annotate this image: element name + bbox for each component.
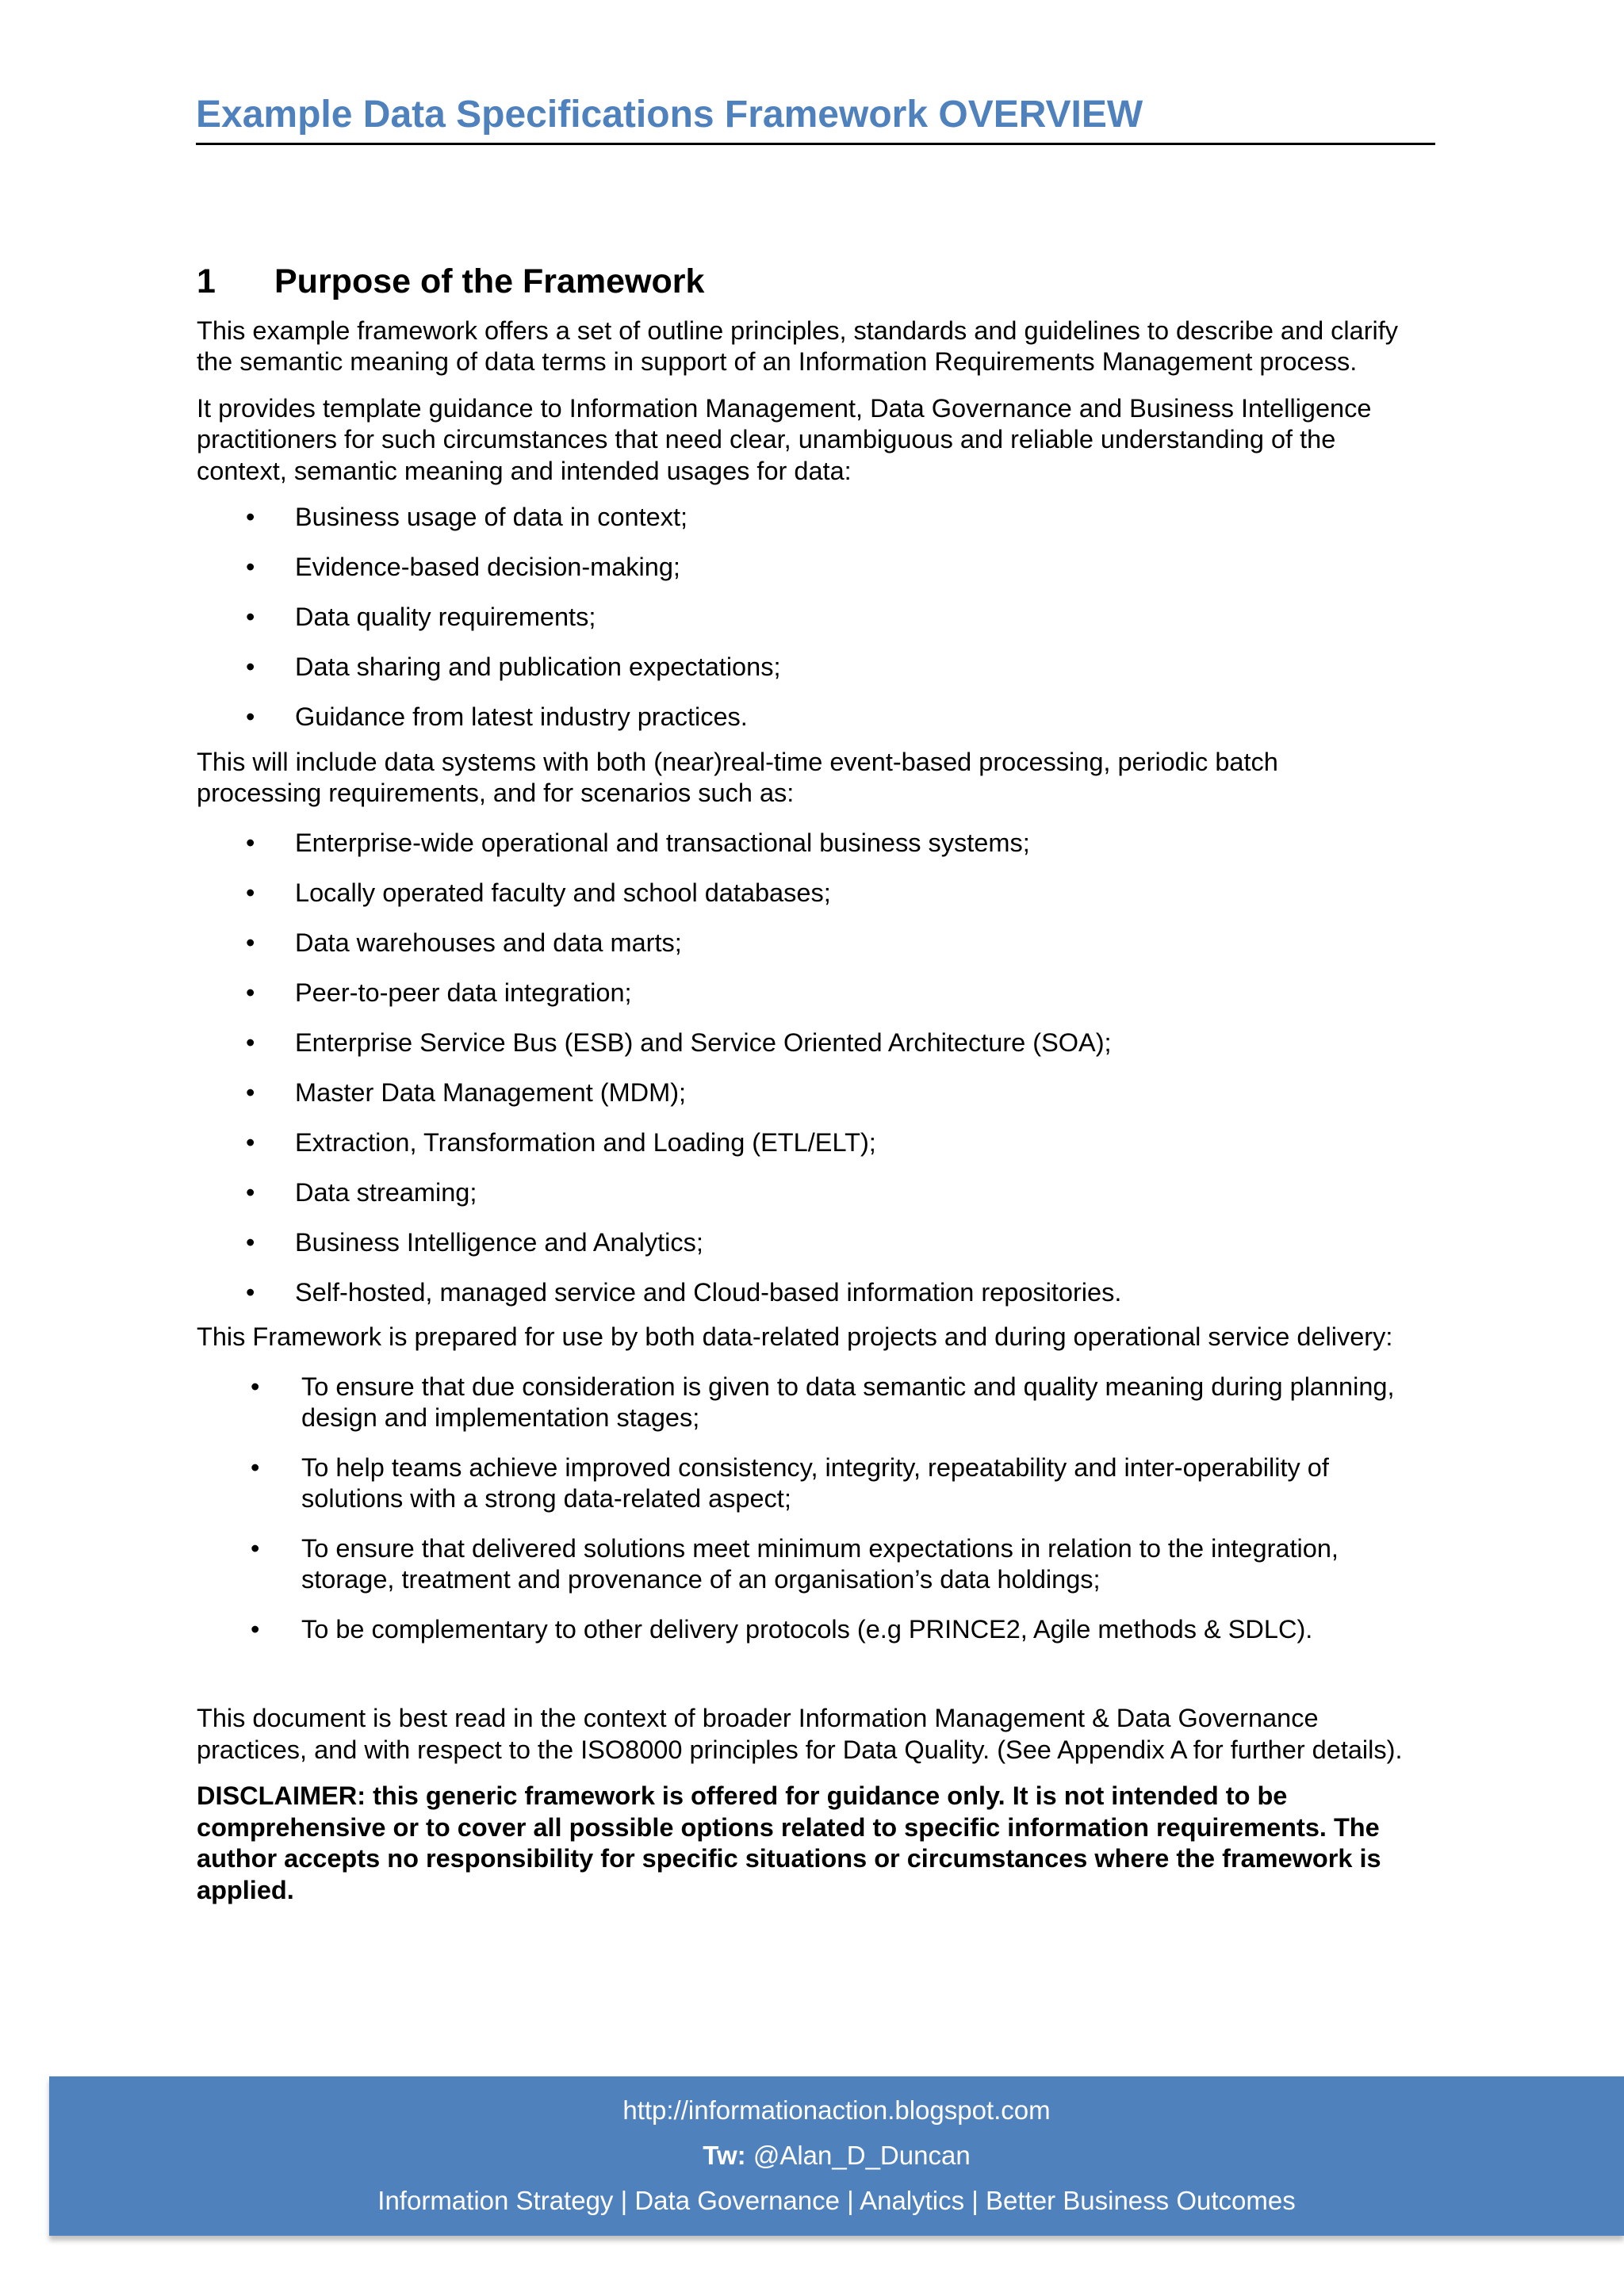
list-item-text: Evidence-based decision-making; — [295, 553, 680, 582]
footer-url-line — [49, 2095, 1624, 2126]
list-item — [197, 1277, 1410, 1309]
list-item-text: Peer-to-peer data integration; — [295, 978, 632, 1007]
list-item — [197, 1227, 1410, 1259]
bullet-icon: • — [246, 1177, 255, 1207]
context-paragraph: This document is best read in the context of broader Information Management & Data Governance practices, and with respect to the ISO8000 principles for Data Quality. (See Appendix A for further details). — [197, 1704, 1403, 1764]
blog-link[interactable]: http://informationaction.blogspot.com — [622, 2095, 1051, 2125]
list-item — [197, 1027, 1410, 1059]
list-item — [197, 878, 1410, 909]
usage-paragraph: This Framework is prepared for use by both data-related projects and during operational service delivery: — [197, 1322, 1393, 1352]
list-item-text: To ensure that due consideration is given to data semantic and quality meaning during planning, design and implementation stages; — [301, 1372, 1395, 1433]
list-item — [197, 552, 1410, 584]
bullet-icon: • — [246, 1277, 255, 1307]
list-item — [197, 702, 1410, 733]
bullet-icon: • — [246, 878, 255, 907]
list-item-text: Self-hosted, managed service and Cloud-based information repositories. — [295, 1277, 1122, 1307]
disclaimer-paragraph: DISCLAIMER: this generic framework is offered for guidance only. It is not intended to be comprehensive or to cover all possible options related to specific information requirements. The author accepts no responsibility for specific situations or circumstances where the framework is applied. — [197, 1781, 1381, 1904]
list-item — [197, 602, 1410, 633]
bullet-icon: • — [251, 1614, 260, 1644]
bullet-icon: • — [246, 1027, 255, 1057]
bullet-icon: • — [251, 1372, 260, 1401]
bullet-icon: • — [246, 702, 255, 732]
list-item-text: Extraction, Transformation and Loading (ETL/ELT); — [295, 1127, 876, 1157]
list-item-text: To ensure that delivered solutions meet minimum expectations in relation to the integration, storage, treatment and provenance of an organisation’s data holdings; — [301, 1533, 1339, 1594]
list-item-text: Data warehouses and data marts; — [295, 928, 682, 957]
bullet-icon: • — [246, 928, 255, 957]
list-item-text: Enterprise-wide operational and transactional business systems; — [295, 828, 1030, 857]
list-item — [197, 1533, 1410, 1596]
bullet-icon: • — [246, 652, 255, 682]
list-item-text: Master Data Management (MDM); — [295, 1077, 687, 1107]
bullet-icon: • — [246, 603, 255, 632]
list-item-text: Data quality requirements; — [295, 603, 596, 632]
footer-tagline: Information Strategy | Data Governance | Analytics | Better Business Outcomes — [377, 2186, 1296, 2215]
twitter-handle[interactable]: @Alan_D_Duncan — [753, 2141, 971, 2170]
document-body — [197, 262, 1410, 1921]
footer-twitter-line — [49, 2141, 1624, 2171]
list-item — [197, 928, 1410, 959]
twitter-label: Tw: — [703, 2141, 746, 2170]
list-item-text: Guidance from latest industry practices. — [295, 702, 748, 732]
section-title: Purpose of the Framework — [274, 262, 705, 300]
bullet-icon: • — [246, 1077, 255, 1107]
list-item-text: Data sharing and publication expectations; — [295, 652, 781, 682]
bullet-icon: • — [246, 828, 255, 857]
list-item-text: Business Intelligence and Analytics; — [295, 1227, 703, 1257]
bullet-icon: • — [246, 553, 255, 582]
list-item — [197, 652, 1410, 683]
list-item — [197, 1372, 1410, 1434]
usage-bullet-list — [197, 502, 1410, 733]
objective-bullet-list — [197, 1372, 1410, 1646]
list-item — [197, 1452, 1410, 1515]
guidance-paragraph: It provides template guidance to Information Management, Data Governance and Business Intelligence practitioners for such circumstances that need clear, unambiguous and reliable understanding of the context, semantic meaning and intended usages for data: — [197, 393, 1372, 485]
list-item — [197, 1077, 1410, 1109]
bullet-icon: • — [246, 978, 255, 1007]
page-header — [196, 92, 1435, 145]
list-item — [197, 828, 1410, 859]
bullet-icon: • — [251, 1452, 260, 1482]
list-item-text: Business usage of data in context; — [295, 503, 688, 532]
bullet-icon: • — [246, 1227, 255, 1257]
bullet-icon: • — [251, 1533, 260, 1563]
spacer — [197, 1663, 1410, 1703]
document-title: Example Data Specifications Framework OVERVIEW — [196, 94, 1143, 136]
list-item — [197, 1127, 1410, 1159]
list-item — [197, 978, 1410, 1009]
list-item-text: Enterprise Service Bus (ESB) and Service Oriented Architecture (SOA); — [295, 1027, 1112, 1057]
section-number: 1 — [197, 262, 216, 300]
list-item — [197, 1614, 1410, 1646]
systems-paragraph: This will include data systems with both (near)real-time event-based processing, periodic batch processing requirements, and for scenarios such as: — [197, 747, 1278, 808]
list-item — [197, 502, 1410, 534]
bullet-icon: • — [246, 1127, 255, 1157]
bullet-icon: • — [246, 503, 255, 532]
list-item-text: Locally operated faculty and school databases; — [295, 878, 831, 907]
list-item-text: To help teams achieve improved consistency, integrity, repeatability and inter-operability of solutions with a strong data-related aspect; — [301, 1452, 1329, 1513]
intro-paragraph: This example framework offers a set of outline principles, standards and guidelines to describe and clarify the semantic meaning of data terms in support of an Information Requirements Management process. — [197, 316, 1399, 377]
section-heading — [197, 262, 1410, 303]
list-item-text: Data streaming; — [295, 1177, 477, 1207]
list-item — [197, 1177, 1410, 1209]
page-footer — [49, 2076, 1624, 2236]
scenario-bullet-list — [197, 828, 1410, 1309]
list-item-text: To be complementary to other delivery protocols (e.g PRINCE2, Agile methods & SDLC). — [301, 1614, 1313, 1644]
